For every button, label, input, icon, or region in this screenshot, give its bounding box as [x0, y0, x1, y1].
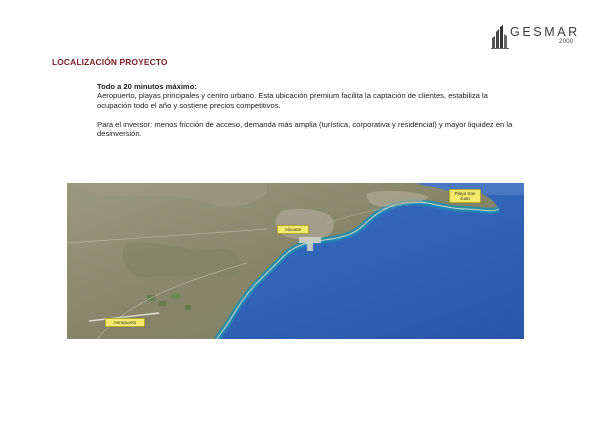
content-lead: Todo a 20 minutos máximo: [97, 82, 197, 91]
location-map [67, 183, 524, 339]
section-title: LOCALIZACIÓN PROYECTO [52, 57, 168, 67]
map-label-aeropuerto: Aeropuerto [105, 318, 145, 327]
content-paragraph-2: Para el inversor: menos fricción de acceso, demanda más amplia (turística, corporativa y residencial) y mayor liquidez en la desinversión. [97, 119, 513, 139]
content-block [97, 82, 517, 139]
aerial-map-image [67, 183, 524, 339]
brand-name: GESMAR [510, 25, 580, 39]
brand-year: 2000 [559, 39, 574, 45]
map-label-alicante: Alicante [277, 225, 309, 234]
map-label-san-juan: Playa San Juan [449, 189, 481, 203]
content-text-1: Aeropuerto, playas principales y centro urbano. Esta ubicación premium facilita la captación de clientes, estabiliza la ocupación todo el año y sostiene precios competitivos. [97, 91, 488, 110]
brand-logo [491, 24, 581, 50]
city-skyline-icon [491, 24, 511, 50]
content-paragraph-1 [97, 82, 517, 110]
